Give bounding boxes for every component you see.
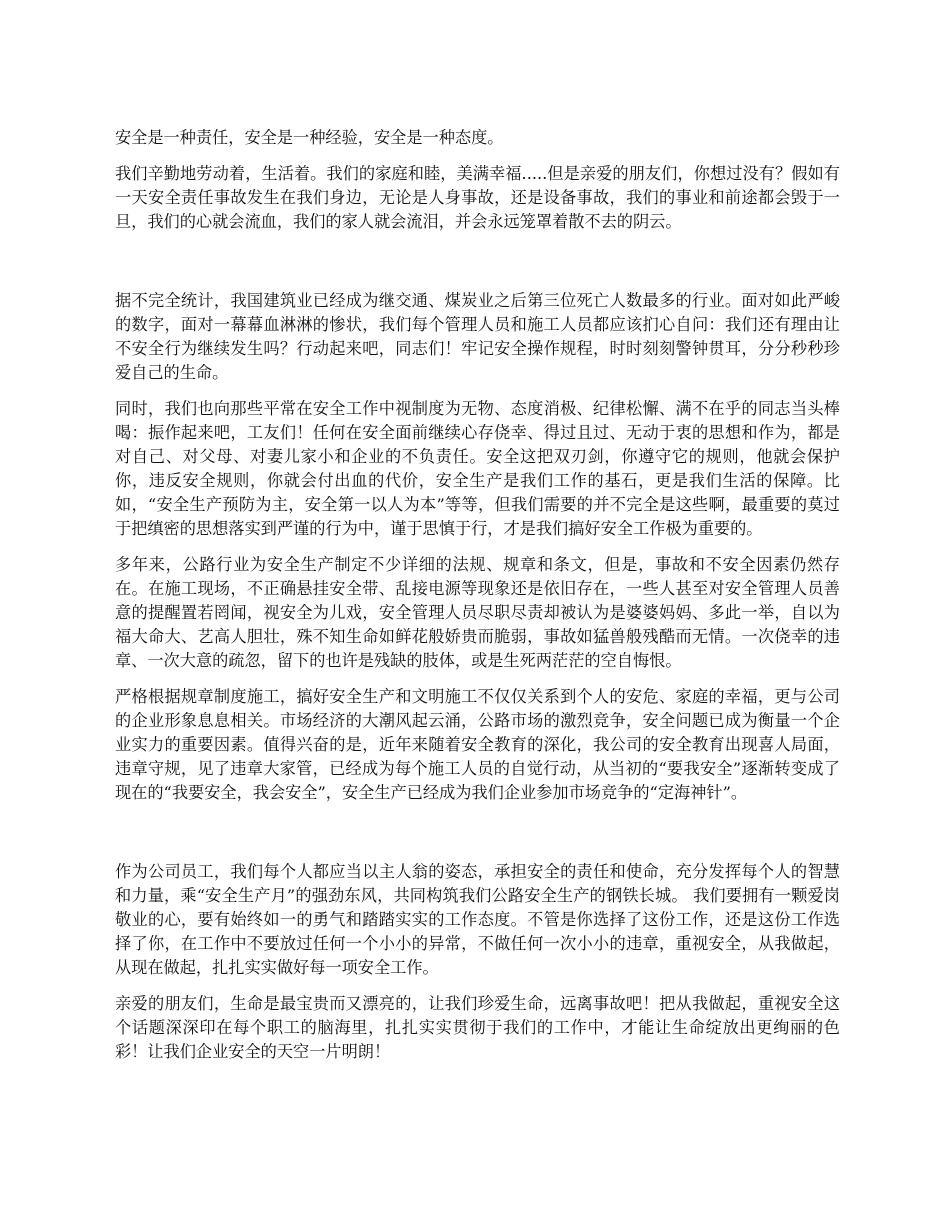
paragraph-intro: 安全是一种责任，安全是一种经验，安全是一种态度。 xyxy=(115,128,504,147)
paragraph-statistics: 据不完全统计，我国建筑业已经成为继交通、煤炭业之后第三位死亡人数最多的行业。面对如此严峻的数字，面对一幕幕血淋淋的惨状，我们每个管理人员和施工人员都应该扪心自问：我们还有理由让不安全行为继续发生吗？行动起来吧，同志们！牢记安全操作规程，时时刻刻警钟贯耳，分分秒秒珍爱自己的生命。 xyxy=(115,291,840,382)
paragraph-employees: 作为公司员工，我们每个人都应当以主人翁的姿态，承担安全的责任和使命，充分发挥每个人的智慧和力量，乘“安全生产月”的强劲东风，共同构筑我们公路安全生产的钢铁长城。 我们要拥有一颗爱岗敬业的心，要有始终如一的勇气和踏踏实实的工作态度。不管是你选择了这份工作，还是这份工作选择了你，在工作中不要放过任何一个小小的异常，不做任何一次小小的违章，重视安全，从我做起，从现在做起，扎扎实实做好每一项安全工作。 xyxy=(115,862,840,977)
paragraph-warning: 同时，我们也向那些平常在安全工作中视制度为无物、态度消极、纪律松懈、满不在乎的同志当头棒喝：振作起来吧，工友们！任何在安全面前继续心存侥幸、得过且过、无动于衷的思想和作为，都是对自己、对父母、对妻儿家小和企业的不负责任。安全这把双刃剑，你遵守它的规则，他就会保护你，违反安全规则，你就会付出血的代价，安全生产是我们工作的基石，更是我们生活的保障。比如，“安全生产预防为主，安全第一以人为本”等等，但我们需要的并不完全是这些啊，最重要的莫过于把缜密的思想落实到严谨的行为中，谨于思慎于行，才是我们搞好安全工作极为重要的。 xyxy=(115,399,840,538)
paragraph-regulations: 多年来，公路行业为安全生产制定不少详细的法规、规章和条文，但是，事故和不安全因素仍然存在。在施工现场，不正确悬挂安全带、乱接电源等现象还是依旧存在，一些人甚至对安全管理人员善意的提醒置若罔闻，视安全为儿戏，安全管理人员尽职尽责却被认为是婆婆妈妈、多此一举，自以为福大命大、艺高人胆壮，殊不知生命如鲜花般娇贵而脆弱，事故如猛兽般残酷而无情。一次侥幸的违章、一次大意的疏忽，留下的也许是残缺的肢体，或是生死两茫茫的空自悔恨。 xyxy=(115,555,840,670)
paragraph-construction: 严格根据规章制度施工，搞好安全生产和文明施工不仅仅关系到个人的安危、家庭的幸福，更与公司的企业形象息息相关。市场经济的大潮风起云涌，公路市场的激烈竞争，安全问题已成为衡量一个企业实力的重要因素。值得兴奋的是，近年来随着安全教育的深化，我公司的安全教育出现喜人局面，违章守规，见了违章大家管，已经成为每个施工人员的自觉行动，从当初的“要我安全”逐渐转变成了现在的“我要安全，我会安全”，安全生产已经成为我们企业参加市场竞争的“定海神针”。 xyxy=(115,687,840,802)
paragraph-closing: 亲爱的朋友们，生命是最宝贵而又漂亮的，让我们珍爱生命，远离事故吧！把从我做起，重视安全这个话题深深印在每个职工的脑海里，扎扎实实贯彻于我们的工作中，才能让生命绽放出更绚丽的色彩！让我们企业安全的天空一片明朗！ xyxy=(115,994,840,1061)
document-body xyxy=(115,126,840,1076)
paragraph-family: 我们辛勤地劳动着，生活着。我们的家庭和睦，美满幸福.....但是亲爱的朋友们，你想过没有？假如有一天安全责任事故发生在我们身边，无论是人身事故，还是设备事故，我们的事业和前途都会毁于一旦，我们的心就会流血，我们的家人就会流泪，并会永远笼罩着散不去的阴云。 xyxy=(115,164,840,231)
